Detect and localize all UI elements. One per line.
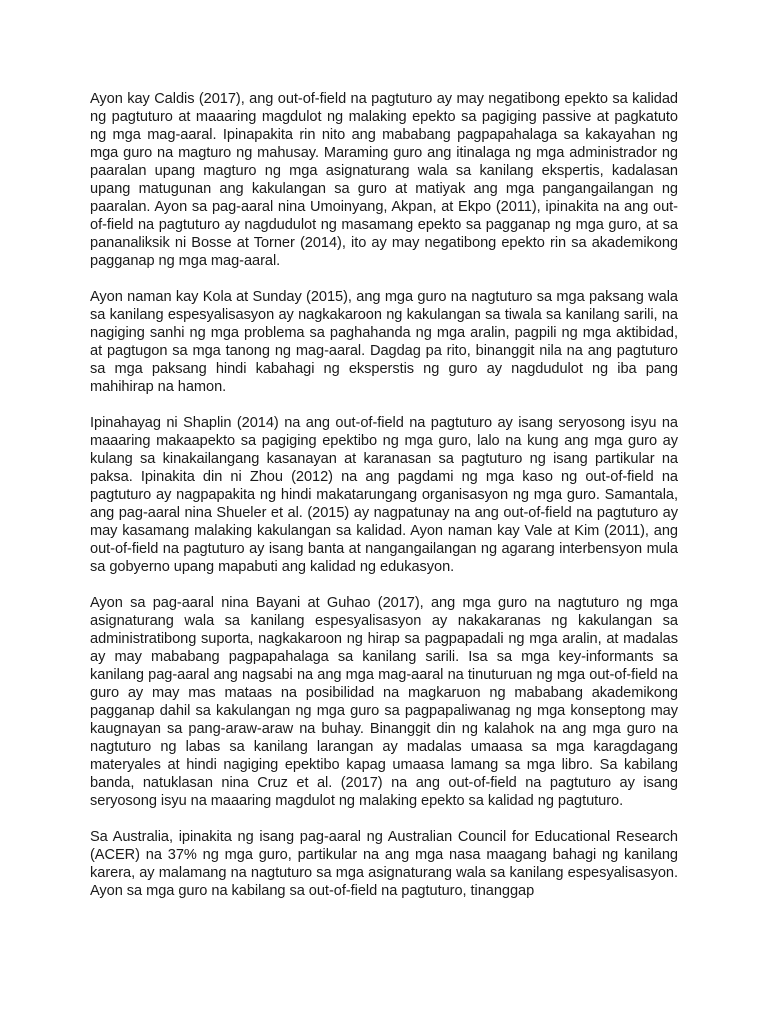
paragraph-4: Ayon sa pag-aaral nina Bayani at Guhao (2017), ang mga guro na nagtuturo ng mga asignaturang wala sa kanilang espesyalisasyon ay nakakaranas ng kakulangan sa administratibong suporta, nagkakaroon ng hirap sa pagpapadali ng mga aralin, at madalas ay may mababang pagpapahalaga sa kanilang sarili. Isa sa mga key-informants sa kanilang pag-aaral ang nagsabi na ang mga mag-aaral na tinuturuan ng mga out-of-field na guro ay may mas mataas na posibilidad na magkaruon ng mababang akademikong pagganap dahil sa kakulangan ng mga guro sa pagpapaliwanag ng mga konseptong may kaugnayan sa pang-araw-araw na buhay. Binanggit din ng kalahok na ang mga guro na nagtuturo ng labas sa kanilang larangan ay madalas umaasa sa mga karagdagang materyales at hindi nagiging epektibo kapag umaasa lamang sa mga libro. Sa kabilang banda, natuklasan nina Cruz et al. (2017) na ang out-of-field na pagtuturo ay isang seryosong isyu na maaaring magdulot ng malaking epekto sa kalidad ng pagtuturo. — [90, 595, 678, 809]
document-body — [90, 90, 678, 918]
paragraph-5: Sa Australia, ipinakita ng isang pag-aaral ng Australian Council for Educational Research (ACER) na 37% ng mga guro, partikular na ang mga nasa maagang bahagi ng kanilang karera, ay malamang na nagtuturo sa mga asignaturang wala sa kanilang espesyalisasyon. Ayon sa mga guro na kabilang sa out-of-field na pagtuturo, tinanggap — [90, 829, 678, 899]
paragraph-1: Ayon kay Caldis (2017), ang out-of-field na pagtuturo ay may negatibong epekto sa kalidad ng pagtuturo at maaaring magdulot ng malaking epekto sa pagiging passive at pagkatuto ng mga mag-aaral. Ipinapakita rin nito ang mababang pagpapahalaga sa kakayahan ng mga guro na magturo ng mahusay. Maraming guro ang itinalaga ng mga administrador ng paaralan upang magturo ng mga asignaturang wala sa kanilang ekspertis, kadalasan upang matugunan ang kakulangan sa guro at matiyak ang mga pangangailangan ng paaralan. Ayon sa pag-aaral nina Umoinyang, Akpan, at Ekpo (2011), ipinakita na ang out-of-field na pagtuturo ay nagdudulot ng masamang epekto sa pagganap ng mga guro, at sa pananaliksik ni Bosse at Torner (2014), ito ay may negatibong epekto rin sa akademikong pagganap ng mga mag-aaral. — [90, 91, 678, 269]
paragraph-3: Ipinahayag ni Shaplin (2014) na ang out-of-field na pagtuturo ay isang seryosong isyu na maaaring makaapekto sa pagiging epektibo ng mga guro, lalo na kung ang mga guro ay kulang sa kinakailangang kasanayan at karanasan sa pagtuturo ng isang partikular na paksa. Ipinakita din ni Zhou (2012) na ang pagdami ng mga kaso ng out-of-field na pagtuturo ay nagpapakita ng hindi makatarungang organisasyon ng mga guro. Samantala, ang pag-aaral nina Shueler et al. (2015) ay nagpatunay na ang out-of-field na pagtuturo ay may kasamang malaking kakulangan sa kalidad. Ayon naman kay Vale at Kim (2011), ang out-of-field na pagtuturo ay isang banta at nangangailangan ng agarang interbensyon mula sa gobyerno upang mapabuti ang kalidad ng edukasyon. — [90, 415, 678, 575]
paragraph-2: Ayon naman kay Kola at Sunday (2015), ang mga guro na nagtuturo sa mga paksang wala sa kanilang espesyalisasyon ay nagkakaroon ng kakulangan sa tiwala sa kanilang sarili, na nagiging sanhi ng mga problema sa paghahanda ng mga aralin, pagpili ng mga aktibidad, at pagtugon sa mga tanong ng mag-aaral. Dagdag pa rito, binanggit nila na ang pagtuturo sa mga paksang hindi kabahagi ng eksperstis ng guro ay nagdudulot ng iba pang mahihirap na hamon. — [90, 289, 678, 395]
